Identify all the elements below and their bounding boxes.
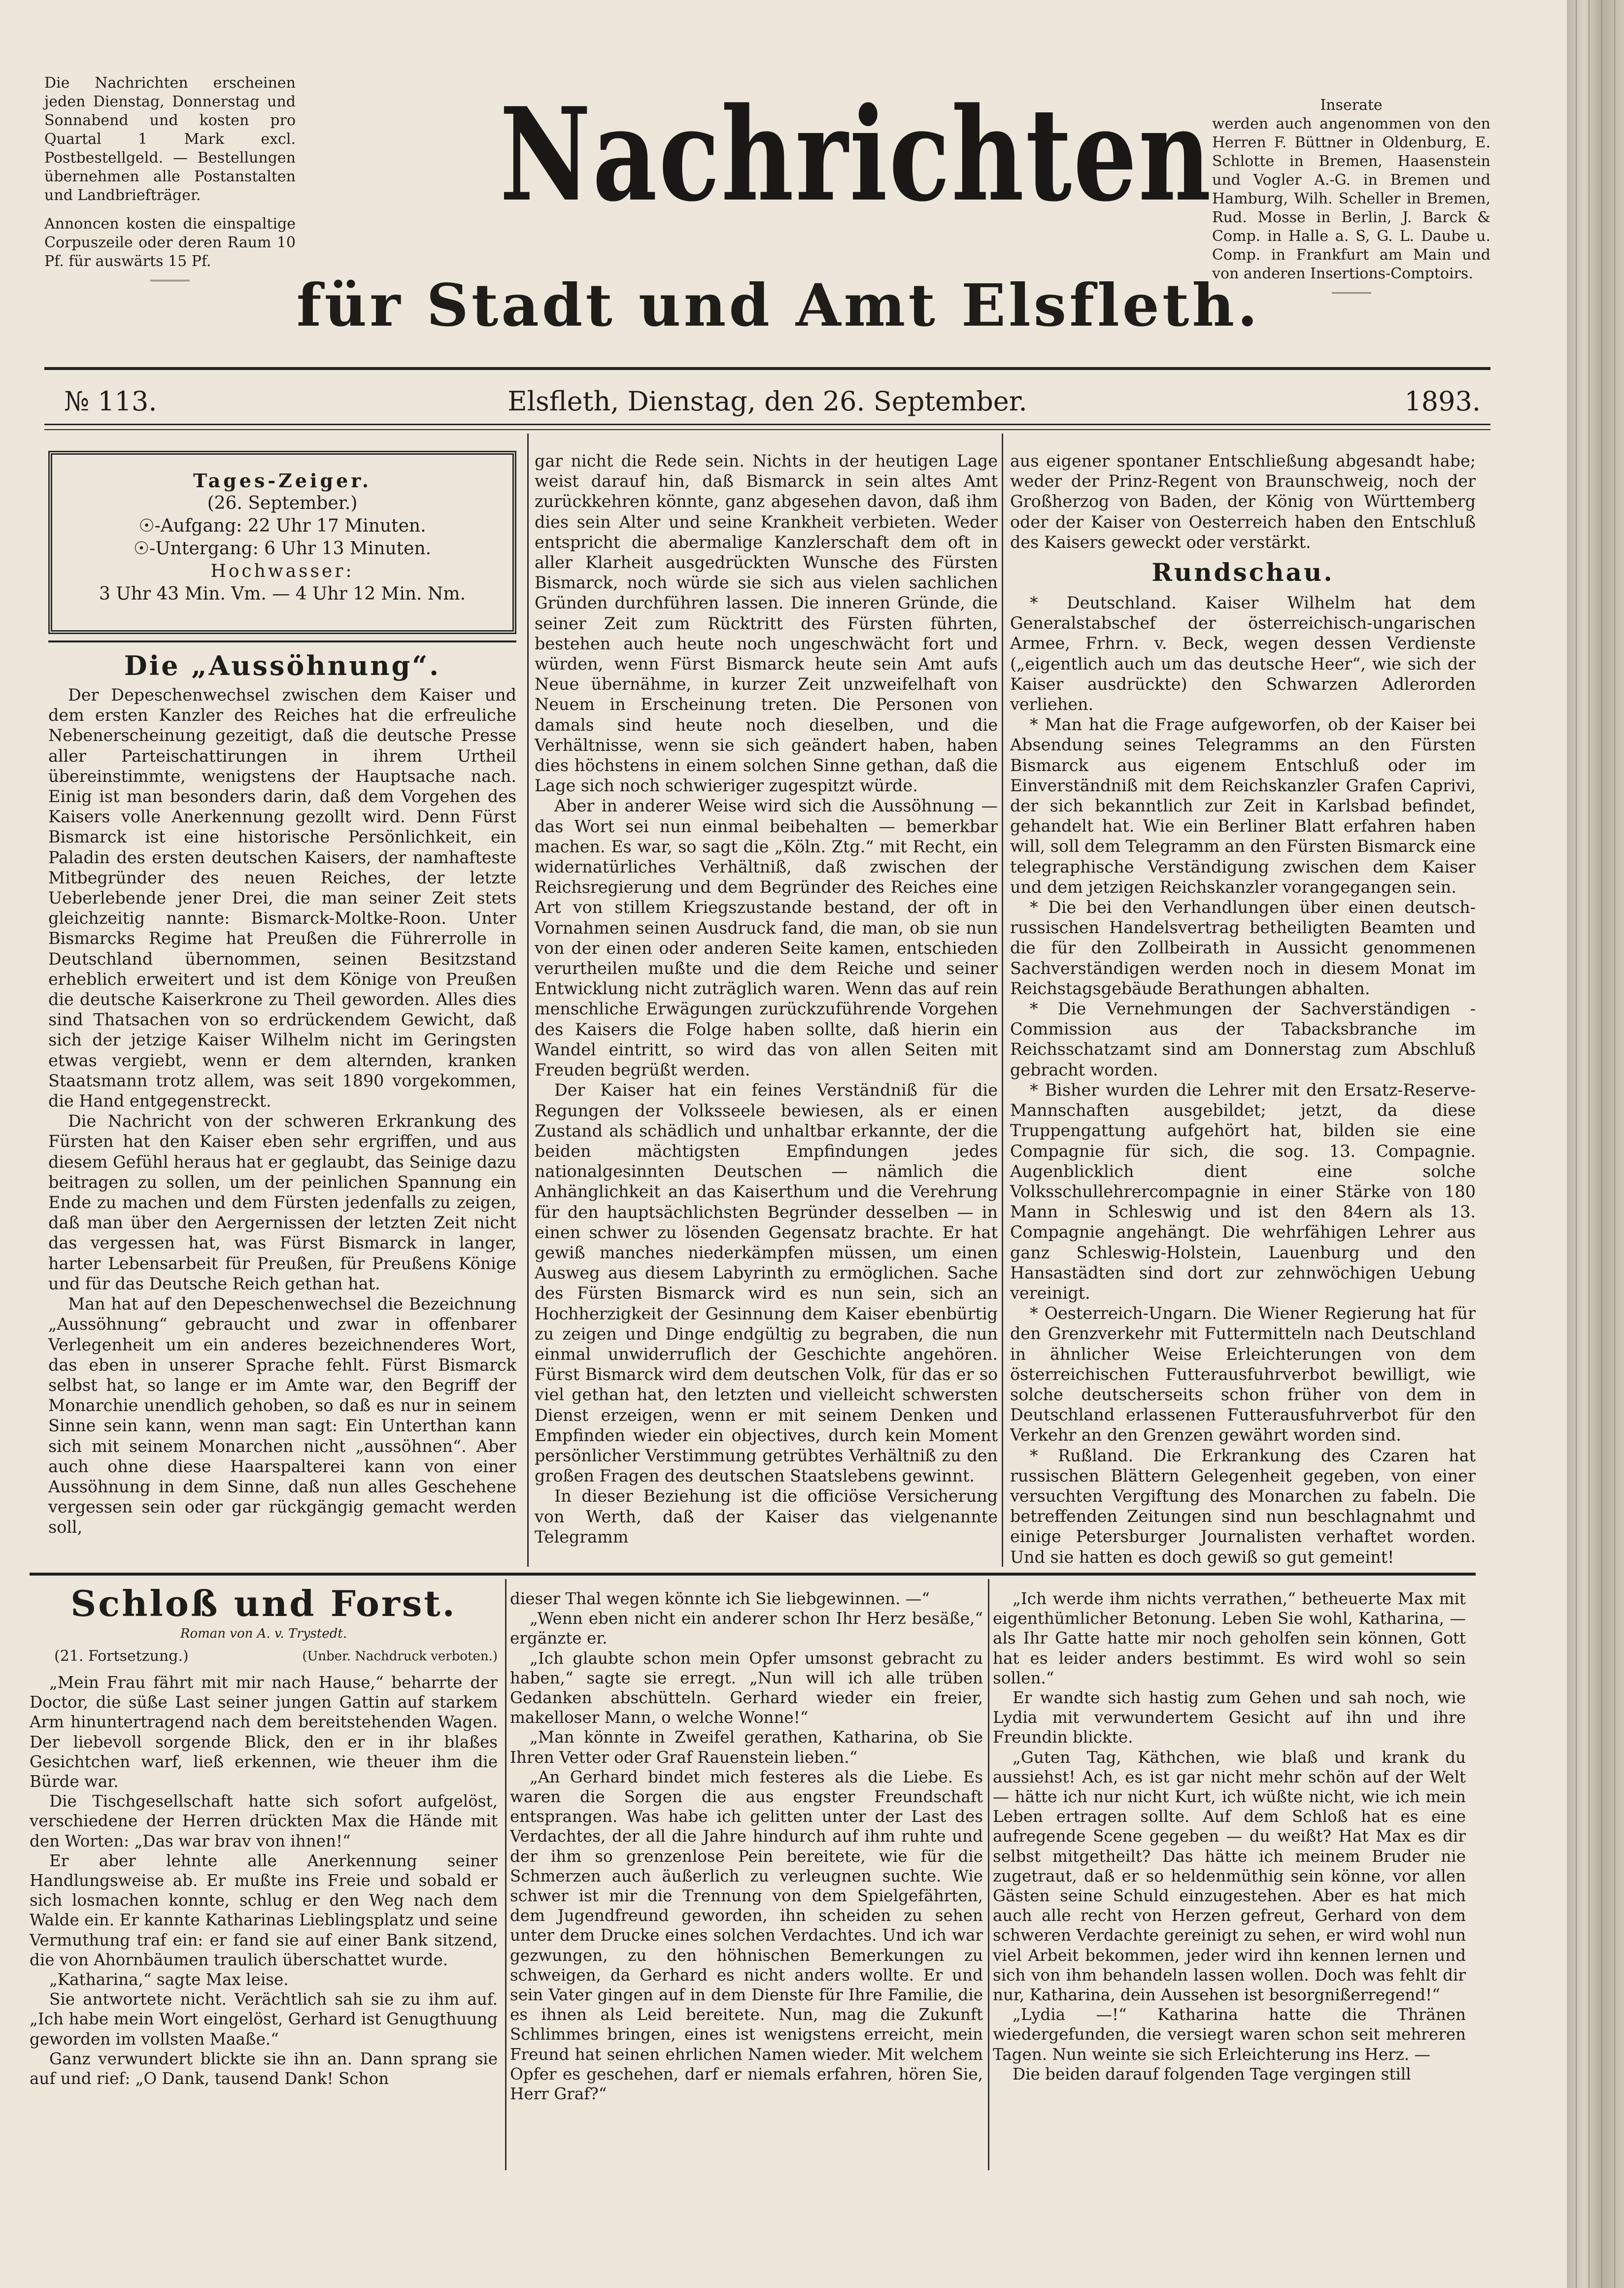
- novel-paragraph: Er wandte sich hastig zum Gehen und sah noch, wie Lydia mit verwundertem Gesicht auf ihn und ihre Freundin blickte.: [993, 1688, 1466, 1747]
- news-item: * Bisher wurden die Lehrer mit den Ersatz-Reserve-Mannschaften ausgebildet; jetzt, da diese Truppengattung aufgehört hat, bilden sie eine Compagnie für sich, die sog. 13. Compagnie. Augenblicklich dient eine solche Volksschullehrercompagnie in einer Stärke von 180 Mann in Schleswig und ist den 84ern als 13. Compagnie angehängt. Die wehrfähigen Lehrer aus ganz Schleswig-Holstein, Lauenburg und den Hansastädten sind dort zur zehnwöchigen Uebung vereinigt.: [1010, 1080, 1476, 1303]
- news-item: * Die bei den Verhandlungen über einen deutsch-russischen Handelsvertrag betheiligten Beamten und die für den Zollbeirath in Aussicht genommenen Sachverständigen werden noch in diesem Monat im Reichstagsgebäude Berathungen abhalten.: [1010, 898, 1476, 998]
- novel-column-2: [510, 1589, 983, 2104]
- masthead-rule: [44, 367, 1490, 370]
- subscription-notice: [44, 74, 296, 281]
- news-item: * Die Vernehmungen der Sachverständigen - Commission aus der Tabacksbranche im Reichsschatzamt sind am Donnerstag zum Abschluß gebracht worden.: [1010, 999, 1476, 1079]
- novel-paragraph: Die Tischgesellschaft hatte sich sofort aufgelöst, verschiedene der Herren drückten Max die Hände mit den Worten: „Das war brav von ihnen!“: [30, 1792, 498, 1851]
- novel-paragraph: „Guten Tag, Käthchen, wie blaß und krank du aussiehst! Ach, es ist gar nicht mehr schön auf der Welt — hätte ich nur nicht Kurt, ich wüßte nicht, wie ich mein Leben ertragen sollte. Auf dem Schloß hat es eine aufregende Scene gegeben — du weißt? Hat Max es dir selbst mitgetheilt? Das hätte ich meinem Bruder nie zugetraut, daß er so heldenmüthig sein könne, vor allen Gästen seine Schuld einzugestehen. Aber es hat mich auch alle recht von Herzen gefreut, Gerhard von dem schweren Verdachte gereinigt zu sehen, er wird wohl nun viel Arbeit bekommen, jeder wird ihn kennen lernen und sich von ihm behandeln lassen wollen. Doch was fehlt dir nur, Katharina, dein Aussehen ist besorgnißerregend!“: [993, 1748, 1466, 2005]
- article-paragraph: In dieser Beziehung ist die officiöse Versicherung von Werth, daß der Kaiser das vielgenannte Telegramm: [535, 1486, 998, 1547]
- novel-paragraph: „Man könnte in Zweifel gerathen, Katharina, ob Sie Ihren Vetter oder Graf Rauenstein lieben.“: [510, 1728, 983, 1767]
- sunset-text: ☉-Untergang: 6 Uhr 13 Minuten.: [133, 538, 432, 559]
- novel-paragraph: Er aber lehnte alle Anerkennung seiner Handlungsweise ab. Er mußte ins Freie und sobald er sich losmachen konnte, schlug er den Weg nach dem Walde ein. Er kannte Katharinas Lieblingsplatz und seine Vermuthung traf ein: er fand sie auf einer Bank sitzend, die von Ahornbäumen traulich überschattet wurde.: [30, 1851, 498, 1969]
- tageszeiger-heading: Tages-Zeiger.: [193, 470, 372, 492]
- dateline-rule: [44, 424, 1490, 430]
- ornament-divider: [1332, 292, 1371, 294]
- page-edge: [1567, 0, 1624, 2288]
- edge-line: [1601, 0, 1602, 2288]
- novel-paragraph: „Katharina,“ sagte Max leise.: [49, 1970, 289, 1989]
- novel-paragraph: „Wenn eben nicht ein anderer schon Ihr Herz besäße,“ ergänzte er.: [510, 1609, 983, 1648]
- novel-paragraph: „Ich werde ihm nichts verrathen,“ betheuerte Max mit eigenthümlicher Betonung. Leben Sie wohl, Katharina, — als Ihr Gatte hatte mir noch geholfen sein können, Gott hat es leider anders bestimmt. Es wird wohl so sein sollen.“: [993, 1589, 1466, 1687]
- column-rule: [527, 434, 529, 1567]
- article-paragraph: aus eigener spontaner Entschließung abgesandt habe; weder der Prinz-Regent von Braunschweig, noch der Großherzog von Baden, der König von Württemberg oder der Kaiser von Oesterreich haben den Entschluß des Kaisers geweckt oder verstärkt.: [1010, 451, 1476, 552]
- tageszeiger-box: [48, 451, 516, 634]
- section-rule: [48, 640, 516, 642]
- tide-heading: Hochwasser:: [210, 561, 354, 581]
- article-paragraph: gar nicht die Rede sein. Nichts in der heutigen Lage weist darauf hin, daß Bismarck in sein altes Amt zurückkehren könnte, ganz abgesehen davon, daß ihm dies sein Alter und seine Krankheit verbieten. Weder entspricht die abermalige Kanzlerschaft dem oft in aller Klarheit ausgedrückten Wunsche des Fürsten Bismarck, noch würde sie sich aus vielen sachlichen Gründen durchführen lassen. Die inneren Gründe, die seiner Zeit zum Rücktritt des Fürsten führten, bestehen auch heute noch ungeschwächt fort und würden, wenn Fürst Bismarck heute sein Amt aufs Neue übernähme, in kurzer Zeit unzweifelhaft von Neuem in Erscheinung treten. Die Personen von damals sind heute noch dieselben, und die Verhältnisse, wenn sie sich geändert haben, haben dies höchstens in einem solchen Sinne gethan, daß die Lage sich noch schwieriger zugespitzt würde.: [535, 451, 998, 796]
- edge-line: [1576, 0, 1577, 2288]
- tide-text: 3 Uhr 43 Min. Vm. — 4 Uhr 12 Min. Nm.: [99, 584, 466, 604]
- inserate-notice: [1212, 96, 1490, 294]
- novel-paragraph: „Mein Frau fährt mit mir nach Hause,“ beharrte der Doctor, die süße Last seiner jungen Gattin auf starkem Arm hinuntertragend nach dem bereitstehenden Wagen. Der liebevoll sorgende Blick, den er in ihr blaßes Gesichtchen warf, ließ erkennen, wie theuer ihm die Bürde war.: [30, 1673, 498, 1791]
- ornament-divider: [150, 280, 190, 281]
- installment-label: (21. Fortsetzung.): [54, 1648, 189, 1665]
- rights-label: (Unber. Nachdruck verboten.): [302, 1649, 498, 1664]
- article-column-2: [535, 451, 998, 1547]
- novel-paragraph: „An Gerhard bindet mich festeres als die Liebe. Es waren die Sorgen die aus engster Freundschaft entsprangen. Was habe ich gelitten unter der Last des Verdachtes, der all die Jahre hindurch auf ihm ruhte und der ihm so grenzenlose Pein bereitete, wie für die Schmerzen auch äußerlich zu verleugnen suchte. Wie schwer ist mir die Trennung von dem Spielgefährten, dem Jugendfreund geworden, ihn scheiden zu sehen unter dem Drucke eines solchen Verdachtes. Und ich war gezwungen, zu den höhnischen Bemerkungen zu schweigen, da Gerhard es nicht anders wollte. Er und sein Vater gingen auf in dem Dienste für Ihre Familie, die es ihnen als Leid bereitete. Nun, mag die Zukunft Schlimmes bringen, eines ist wenigstens erreicht, mein Freund hat seinen ehrlichen Namen wieder. Mit welchem Opfer es geschehen, darf er niemals erfahren, hören Sie, Herr Graf?“: [510, 1767, 983, 2104]
- inserate-text: werden auch angenommen von den Herren F. Büttner in Oldenburg, E. Schlotte in Bremen, Haasenstein und Vogler A.-G. in Bremen und Hamburg, Wilh. Scheller in Bremen, Rud. Mosse in Berlin, J. Barck & Comp. in Halle a. S, G. L. Daube u. Comp. in Frankfurt am Main und von anderen Insertions-Comptoirs.: [1212, 115, 1490, 282]
- edge-line: [1589, 0, 1590, 2288]
- newspaper-subtitle: für Stadt und Amt Elsfleth.: [296, 271, 1261, 339]
- news-item: * Rußland. Die Erkrankung des Czaren hat russischen Blättern Gelegenheit gegeben, von einer versuchten Vergiftung des Monarchen zu fabeln. Die betreffenden Zeitungen sind nun beschlagnahmt und einige Petersburger Journalisten verhaftet worden. Und sie hatten es doch gewiß so gut gemeint!: [1010, 1446, 1476, 1567]
- article-title: Die „Aussöhnung“.: [124, 650, 441, 681]
- novel-title: Schloß und Forst.: [70, 1582, 457, 1624]
- issue-number: № 113.: [64, 386, 157, 417]
- article-paragraph: Der Depeschenwechsel zwischen dem Kaiser und dem ersten Kanzler des Reiches hat die erfreuliche Nebenerscheinung gezeitigt, daß die deutsche Presse aller Parteischattirungen in ihrem Urtheil übereinstimmte, wenigstens der Hauptsache nach. Einig ist man besonders darin, daß dem Vorgehen des Kaisers volle Anerkennung gezollt wird. Denn Fürst Bismarck ist eine historische Persönlichkeit, ein Paladin des ersten deutschen Kaisers, der namhafteste Mitbegründer des neuen Reiches, der letzte Ueberlebende jener Drei, die man seiner Zeit stets gleichzeitig nannte: Bismarck-Moltke-Roon. Unter Bismarcks Regime hat Preußen die Führerrolle in Deutschland übernommen, seinen Besitzstand erheblich erweitert und ist dem Könige von Preußen die deutsche Kaiserkrone zu Theil geworden. Alles dies sind Thatsachen von so erdrückendem Gewicht, daß sich der jetzige Kaiser Wilhelm nicht im Geringsten etwas vergiebt, wenn er dem alternden, kranken Staatsmann trotz allem, was seit 1890 vorgekommen, die Hand entgegenstreckt.: [48, 685, 516, 1111]
- article-paragraph: Man hat auf den Depeschenwechsel die Bezeichnung „Aussöhnung“ gebraucht und zwar in offenbarer Verlegenheit um ein anderes bezeichnenderes Wort, das eben in unserer Sprache fehlt. Fürst Bismarck selbst hat, so lange er im Amte war, den Begriff der Monarchie unendlich gehoben, so daß es nur in seinem Sinne sein kann, wenn man sagt: Ein Unterthan kann sich mit seinem Monarchen nicht „aussöhnen“. Aber auch ohne diese Haarspalterei kann von einer Aussöhnung in dem Sinne, daß nun alles Geschehene vergessen sein oder gar rückgängig gemacht werden soll,: [48, 1294, 516, 1537]
- rundschau-column: [1010, 451, 1476, 1567]
- novel-author: Roman von A. v. Trystedt.: [180, 1626, 347, 1641]
- novel-column-3: [993, 1589, 1466, 2084]
- dateline: [44, 382, 1490, 421]
- article-paragraph: Aber in anderer Weise wird sich die Aussöhnung — das Wort sei nun einmal beibehalten — bemerkbar machen. Es war, so sagt die „Köln. Ztg.“ mit Recht, ein widernatürliches Verhältniß, daß zwischen der Reichsregierung und dem Begründer des Reiches eine Art von stillem Kriegszustande bestand, der oft in Vornahmen seinen Ausdruck fand, die man, ob sie nun von der einen oder anderen Seite kamen, entschieden verurtheilen mußte und die dem Reiche und seiner Entwicklung nicht zuträglich waren. Wenn das auf rein menschliche Erwägungen zurückzuführende Vorgehen des Kaisers die Folge haben sollte, daß hierin ein Wandel eintritt, so wird das von allen Seiten mit Freuden begrüßt werden.: [535, 796, 998, 1080]
- column-rule: [1002, 434, 1003, 1567]
- advert-price-text: Annoncen kosten die einspaltige Corpuszeile oder deren Raum 10 Pf. für auswärts 15 Pf.: [44, 215, 296, 270]
- inserate-heading: Inserate: [1320, 97, 1383, 114]
- column-rule: [988, 1579, 989, 2170]
- feuilleton-rule: [30, 1573, 1476, 1576]
- news-item: * Man hat die Frage aufgeworfen, ob der Kaiser bei Absendung seines Telegramms an den Fürsten Bismarck aus eigenem Entschluß oder im Einverständniß mit dem Reichskanzler Grafen Caprivi, der sich bekanntlich zur Zeit in Karlsbad befindet, gehandelt hat. Wie ein Berliner Blatt erfahren haben will, soll dem Telegramm an den Fürsten Bismarck eine telegraphische Verständigung zwischen dem Kaiser und dem jetzigen Reichskanzler vorangegangen sein.: [1010, 715, 1476, 897]
- subscription-text: Die Nachrichten erscheinen jeden Dienstag, Donnerstag und Sonnabend und kosten pro Quartal 1 Mark excl. Postbestellgeld. — Bestellungen übernehmen alle Postanstalten und Landbriefträger.: [44, 74, 296, 204]
- novel-paragraph: „Ich glaubte schon mein Opfer umsonst gebracht zu haben,“ sagte sie erregt. „Nun will ich alle trüben Gedanken abschütteln. Gerhard wieder ein freier, makelloser Mann, o welche Wonne!“: [510, 1649, 983, 1727]
- article-paragraph: Der Kaiser hat ein feines Verständniß für die Regungen der Volksseele bewiesen, als er einen Zustand als schädlich und unhaltbar erkannte, der die beiden mächtigsten Empfindungen jedes nationalgesinnten Deutschen — nämlich die Anhänglichkeit an das Kaiserthum und die Verehrung für den hauptsächlichsten Begründer desselben — in einen schwer zu lösenden Gegensatz brachte. Er hat gewiß manches niederkämpfen müssen, um einen Ausweg aus diesem Labyrinth zu ermöglichen. Sache des Fürsten Bismarck wird es nun sein, sich an Hochherzigkeit der Gesinnung dem Kaiser ebenbürtig zu zeigen und Dinge endgültig zu begraben, die nun einmal unwiderruflich der Geschichte angehören. Fürst Bismarck wird dem deutschen Volk, für das er so viel gethan hat, den letzten und vielleicht schwersten Dienst erzeigen, wenn er mit seinem Denken und Empfinden wieder ein objectives, durch kein Moment persönlicher Verstimmung getrübtes Verhältniß zu den großen Fragen des deutschen Staatslebens gewinnt.: [535, 1080, 998, 1486]
- novel-column-1: [30, 1673, 498, 2088]
- sunrise-text: ☉-Aufgang: 22 Uhr 17 Minuten.: [138, 516, 426, 536]
- tageszeiger-date: (26. September.): [207, 493, 358, 513]
- article-paragraph: Die Nachricht von der schweren Erkrankung des Fürsten hat den Kaiser eben sehr ergriffen, und aus diesem Gefühl heraus hat er geglaubt, das Seinige dazu beitragen zu sollen, um der peinlichen Spannung ein Ende zu machen und dem Fürsten jedenfalls zu zeigen, daß man über den Aergernissen der letzten Zeit nicht das vergessen hat, was Fürst Bismarck in langer, harter Lebensarbeit für Preußen, für Preußens Könige und für das Deutsche Reich gethan hat.: [48, 1111, 516, 1293]
- newspaper-title: Nachrichten: [500, 80, 1213, 230]
- novel-paragraph: dieser Thal wegen könnte ich Sie liebgewinnen. —“: [510, 1589, 930, 1608]
- news-item: * Deutschland. Kaiser Wilhelm hat dem Generalstabschef der österreichisch-ungarischen Armee, Frhrn. v. Beck, wegen dessen Verdienste („eigentlich auch um das deutsche Heer“, wie sich der Kaiser ausdrückte) den Schwarzen Adlerorden verliehen.: [1010, 593, 1476, 714]
- news-item: * Oesterreich-Ungarn. Die Wiener Regierung hat für den Grenzverkehr mit Futtermitteln nach Deutschland in ähnlicher Weise Erleichterungen von dem österreichischen Futterausfuhrverbot bewilligt, wie solche deutscherseits schon früher von dem in Deutschland erlassenen Futterausfuhrverbot für den Verkehr an den Grenzen gewährt worden sind.: [1010, 1304, 1476, 1445]
- article-column-1: [48, 685, 516, 1538]
- column-rule: [505, 1579, 507, 2170]
- novel-paragraph: „Lydia —!“ Katharina hatte die Thränen wiedergefunden, die versiegt waren schon seit mehreren Tagen. Nun weinte sie sich Erleichterung ins Herz. —: [993, 2005, 1466, 2064]
- edge-line: [1614, 0, 1615, 2288]
- rundschau-title: Rundschau.: [1151, 558, 1334, 587]
- novel-paragraph: Ganz verwundert blickte sie ihn an. Dann sprang sie auf und rief: „O Dank, tausend Dank! Schon: [30, 2049, 498, 2088]
- place-date: Elsfleth, Dienstag, den 26. September.: [508, 386, 1027, 417]
- issue-year: 1893.: [1404, 386, 1481, 417]
- novel-paragraph: Die beiden darauf folgenden Tage vergingen still: [1013, 2064, 1411, 2084]
- novel-paragraph: Sie antwortete nicht. Verächtlich sah sie zu ihm auf. „Ich habe mein Wort eingelöst, Gerhard ist Genugthuung geworden im vollsten Maaße.“: [30, 1990, 498, 2049]
